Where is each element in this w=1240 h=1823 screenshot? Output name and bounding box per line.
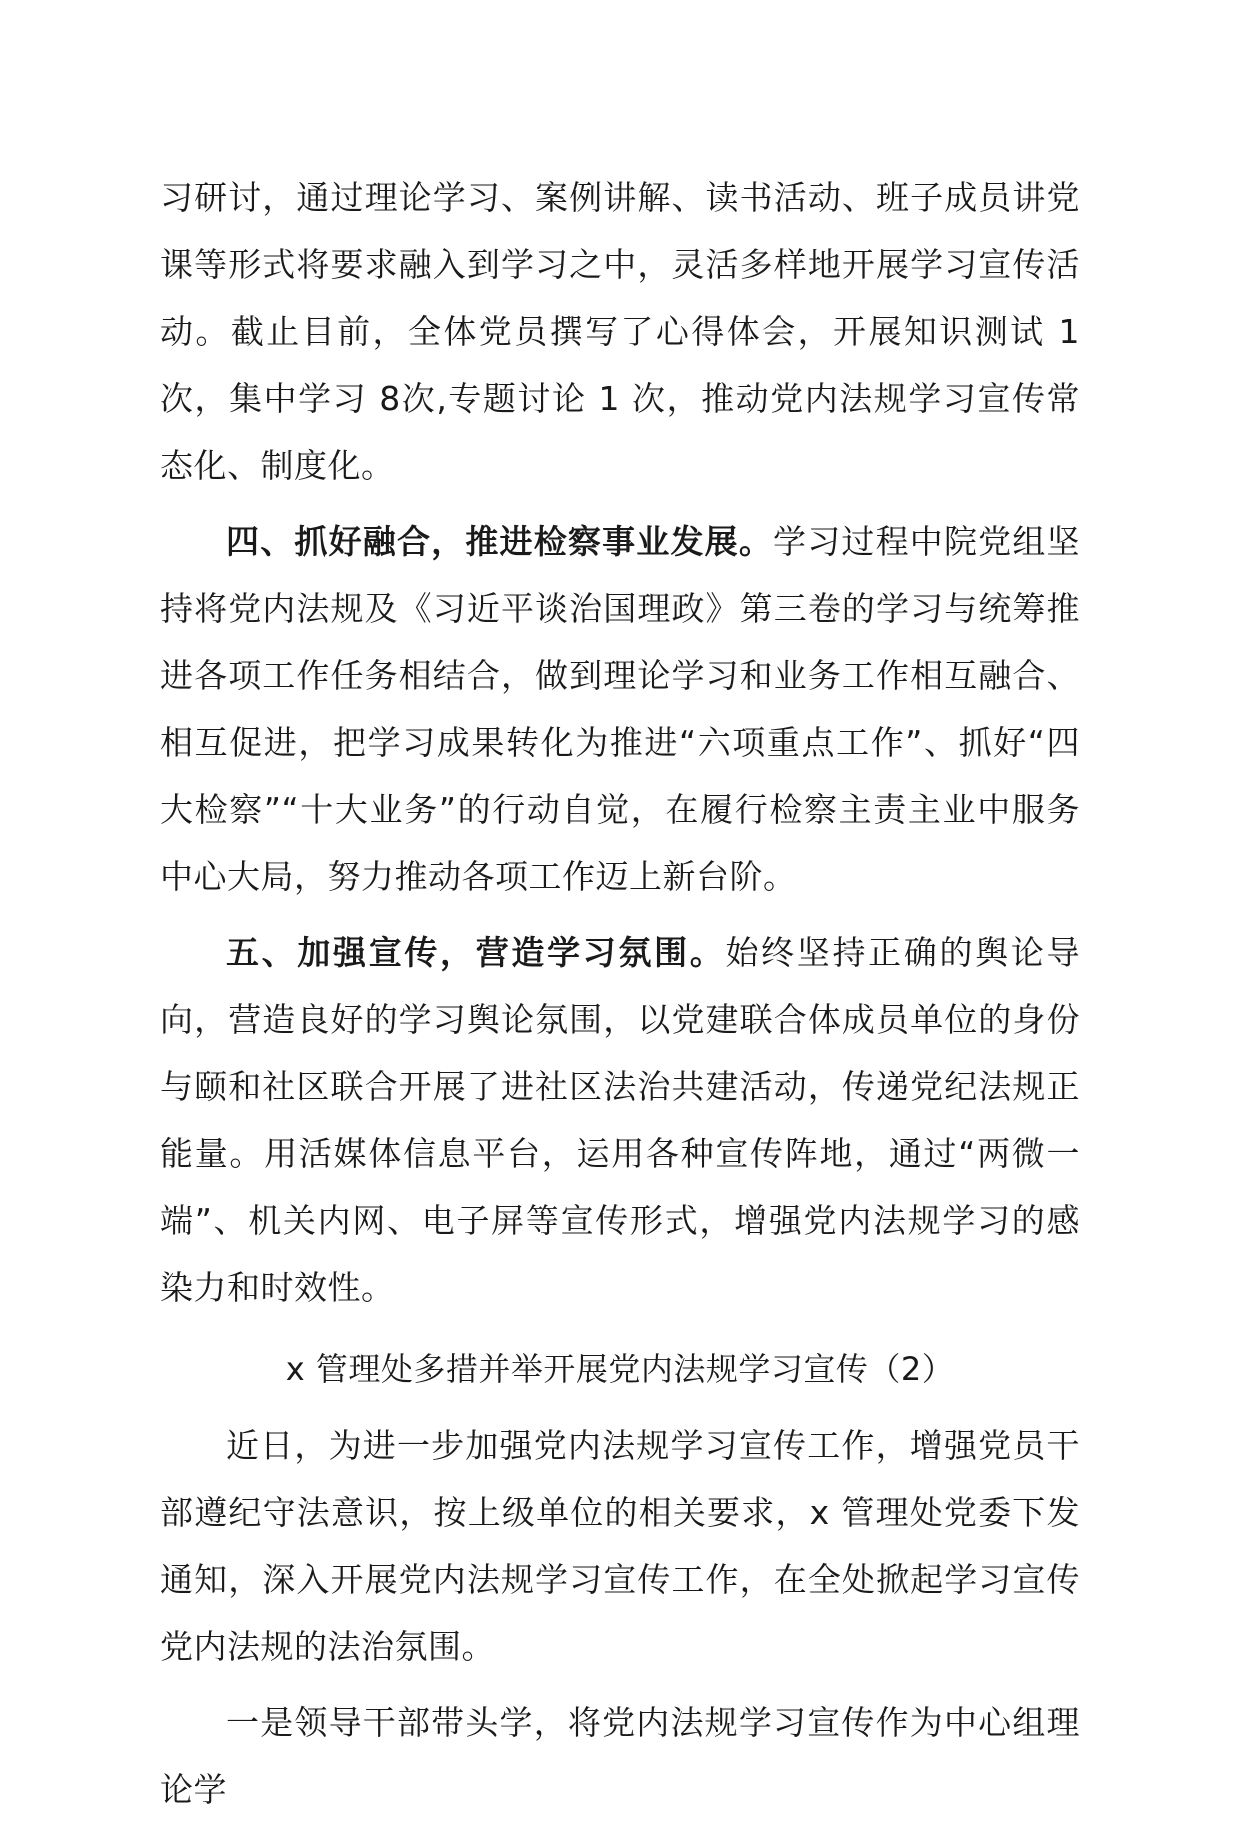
paragraph-intro bbox=[160, 1412, 1080, 1680]
paragraph-text: 学习过程中院党组坚持将党内法规及《习近平谈治国理政》第三卷的学习与统筹推进各项工作任务相结合，做到理论学习和业务工作相互融合、相互促进，把学习成果转化为推进“六项重点工作”、抓好“四大检察”“十大业务”的行动自觉，在履行检察主责主业中服务中心大局，努力推动各项工作迈上新台阶。 bbox=[160, 522, 1080, 896]
article-title: x 管理处多措并举开展党内法规学习宣传（2） bbox=[285, 1350, 955, 1388]
paragraph-text: 始终坚持正确的舆论导向，营造良好的学习舆论氛围，以党建联合体成员单位的身份与颐和社区联合开展了进社区法治共建活动，传递党纪法规正能量。用活媒体信息平台，运用各种宣传阵地，通过“两微一端”、机关内网、电子屏等宣传形式，增强党内法规学习的感染力和时效性。 bbox=[160, 933, 1081, 1307]
paragraph-continued bbox=[160, 164, 1080, 499]
paragraph-text: 近日，为进一步加强党内法规学习宣传工作，增强党员干部遵纪守法意识，按上级单位的相关要求，x 管理处党委下发通知，深入开展党内法规学习宣传工作，在全处掀起学习宣传党内法规的法治氛围。 bbox=[160, 1426, 1080, 1666]
paragraph-section-five bbox=[160, 919, 1080, 1321]
section-heading: 五、加强宣传，营造学习氛围。 bbox=[226, 933, 726, 972]
paragraph-text: 习研讨，通过理论学习、案例讲解、读书活动、班子成员讲党课等形式将要求融入到学习之中，灵活多样地开展学习宣传活动。截止目前，全体党员撰写了心得体会，开展知识测试 1 次，集中学习 8次,专题讨论 1 次，推动党内法规学习宣传常态化、制度化。 bbox=[160, 178, 1080, 485]
paragraph-point-one bbox=[160, 1689, 1080, 1823]
paragraph-section-four bbox=[160, 508, 1080, 910]
section-heading: 四、抓好融合，推进检察事业发展。 bbox=[226, 522, 773, 561]
paragraph-text: 一是领导干部带头学，将党内法规学习宣传作为中心组理论学 bbox=[160, 1703, 1080, 1809]
document-content bbox=[160, 164, 1080, 1823]
